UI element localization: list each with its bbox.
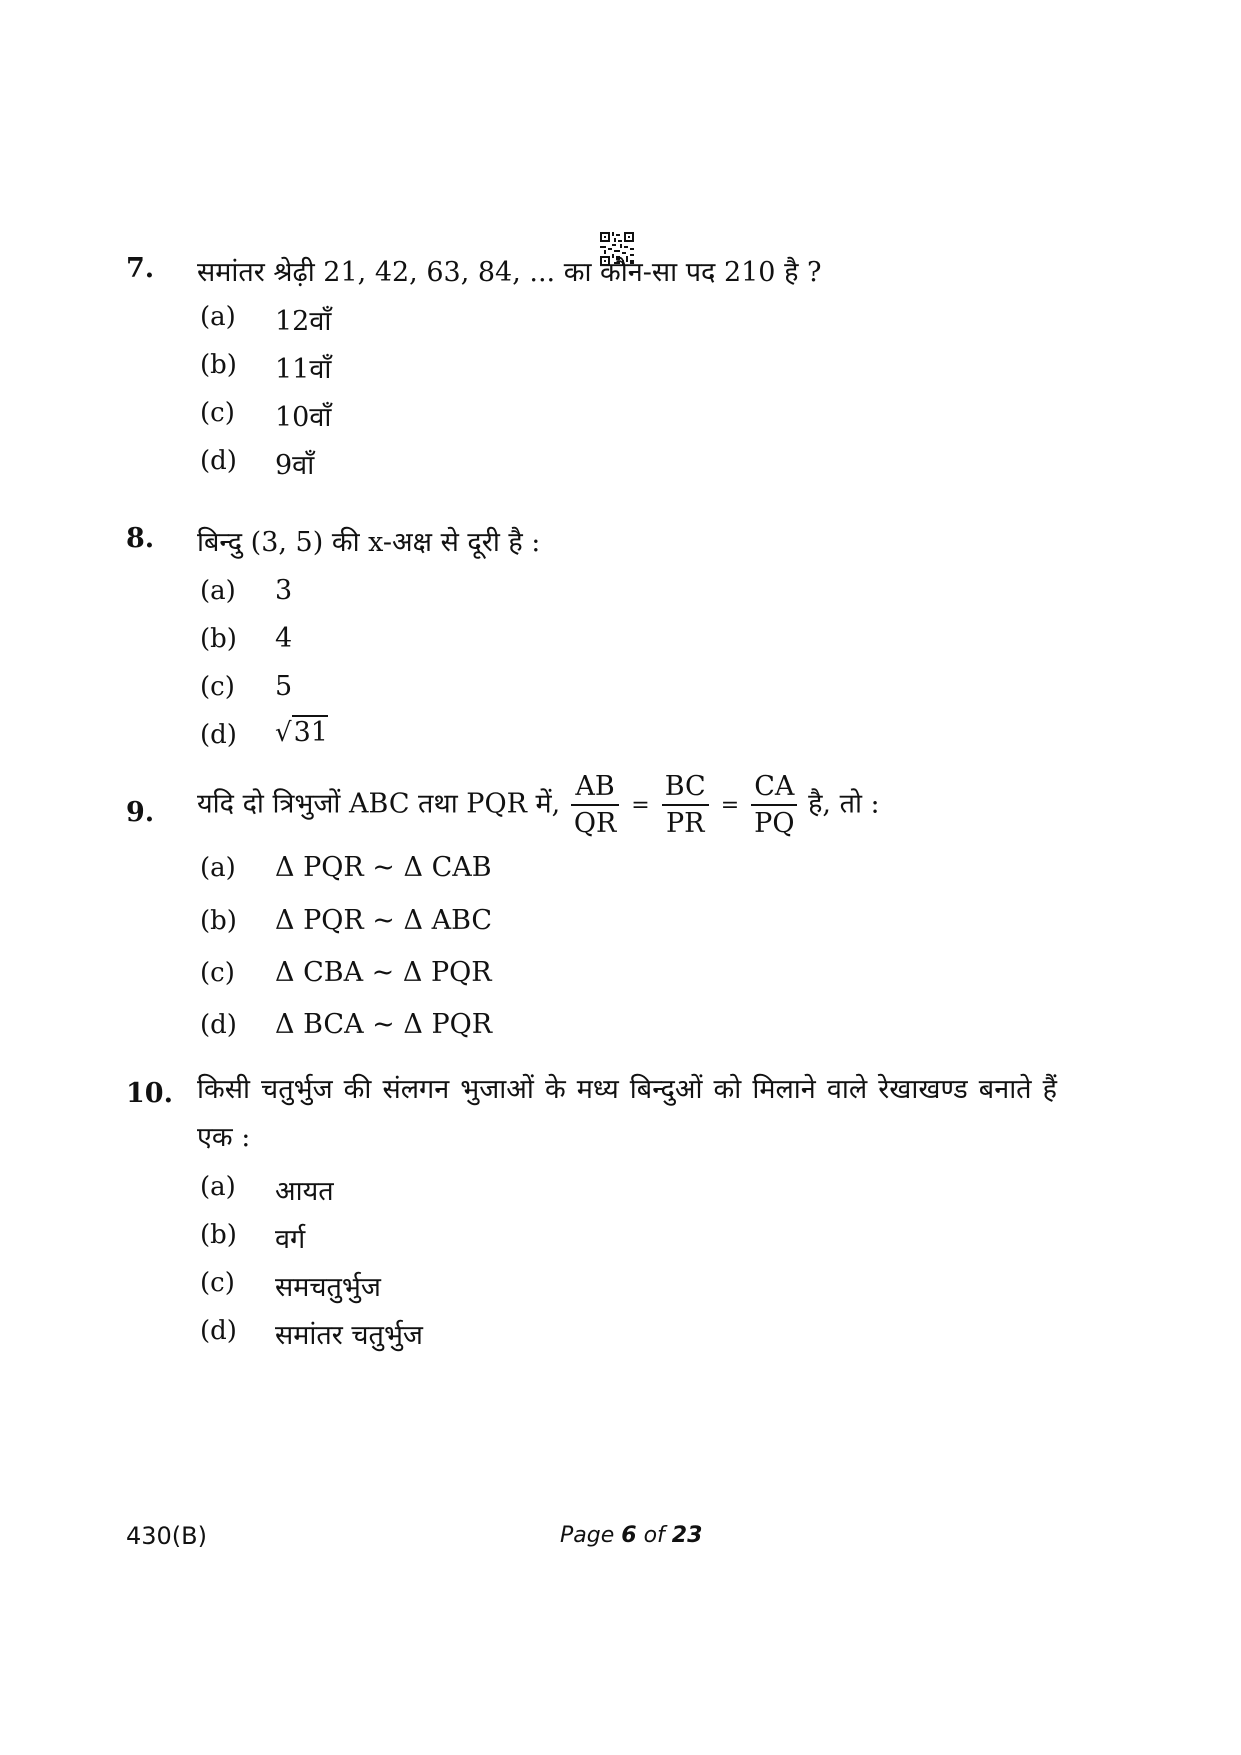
question-8-option-a-label: (a) [200,576,236,606]
question-9-text [197,771,880,839]
question-10-option-d-label: (d) [200,1316,237,1346]
question-9-option-d-label: (d) [200,1010,237,1040]
equals-sign: = [720,792,740,818]
question-7-option-d-text: 9वाँ [275,450,315,481]
question-8-option-d-text: 31 [293,717,328,748]
question-7-text: समांतर श्रेढ़ी 21, 42, 63, 84, ... का कौन-सा पद 210 है ? [197,257,822,288]
question-10-option-d-text: समांतर चतुर्भुज [275,1320,423,1351]
question-9-option-d-text: Δ BCA ~ Δ PQR [275,1009,493,1040]
page-of: of [643,1523,665,1548]
question-7-option-c-text: 10वाँ [275,402,332,433]
question-10-option-c-text: समचतुर्भुज [275,1272,381,1303]
page-current: 6 [621,1523,637,1548]
square-root-icon: √ [275,718,292,748]
fraction-ab-qr [571,771,619,839]
fraction-numerator: CA [751,771,797,806]
question-9-text-prefix: यदि दो त्रिभुजों ABC तथा PQR में, [197,788,561,820]
fraction-numerator: BC [662,771,709,806]
question-8-number: 8. [126,523,155,554]
question-10-text: किसी चतुर्भुज की संलगन भुजाओं के मध्य बिन्दुओं को मिलाने वाले रेखाखण्ड बनाते हैं एक : [197,1074,1057,1153]
equals-sign: = [631,792,650,818]
question-9-option-b-label: (b) [200,906,237,936]
page-word: Page [560,1523,615,1548]
question-8-option-b-text: 4 [275,623,293,654]
fraction-numerator: AB [571,771,619,806]
question-8-option-a-text: 3 [275,575,293,606]
question-7-number: 7. [126,253,155,284]
question-8-option-d-sqrt [275,717,328,748]
question-9-option-c-label: (c) [200,958,235,988]
question-9-option-b-text: Δ PQR ~ Δ ABC [275,905,493,936]
question-10-number: 10. [126,1078,173,1109]
fraction-ca-pq [751,771,797,839]
question-10-option-b-text: वर्ग [275,1224,306,1255]
question-8-option-d-label: (d) [200,720,237,750]
page-total: 23 [671,1523,703,1548]
fraction-denominator: QR [573,808,617,839]
fraction-bc-pr [662,771,709,839]
question-7-option-b-label: (b) [200,350,237,380]
fraction-denominator: PQ [754,808,795,839]
question-7-option-c-label: (c) [200,398,235,428]
question-8-text: बिन्दु (3, 5) की x-अक्ष से दूरी है : [197,527,541,558]
question-7-option-b-text: 11वाँ [275,354,332,385]
question-9-option-c-text: Δ CBA ~ Δ PQR [275,957,492,988]
fraction-denominator: PR [665,808,705,839]
question-8-option-c-text: 5 [275,671,293,702]
question-9-text-suffix: है, तो : [808,788,880,820]
question-10-option-a-label: (a) [200,1172,236,1202]
paper-code: 430(B) [126,1522,207,1550]
question-9-option-a-text: Δ PQR ~ Δ CAB [275,852,492,883]
question-10-option-b-label: (b) [200,1220,237,1250]
page-number [560,1523,702,1548]
question-9-option-a-label: (a) [200,853,236,883]
question-7-option-d-label: (d) [200,446,237,476]
question-7-option-a-label: (a) [200,302,236,332]
question-8-option-c-label: (c) [200,672,235,702]
question-10-option-c-label: (c) [200,1268,235,1298]
question-8-option-b-label: (b) [200,624,237,654]
question-7-option-a-text: 12वाँ [275,306,332,337]
question-10-option-a-text: आयत [275,1176,334,1207]
question-9-number: 9. [126,797,155,828]
